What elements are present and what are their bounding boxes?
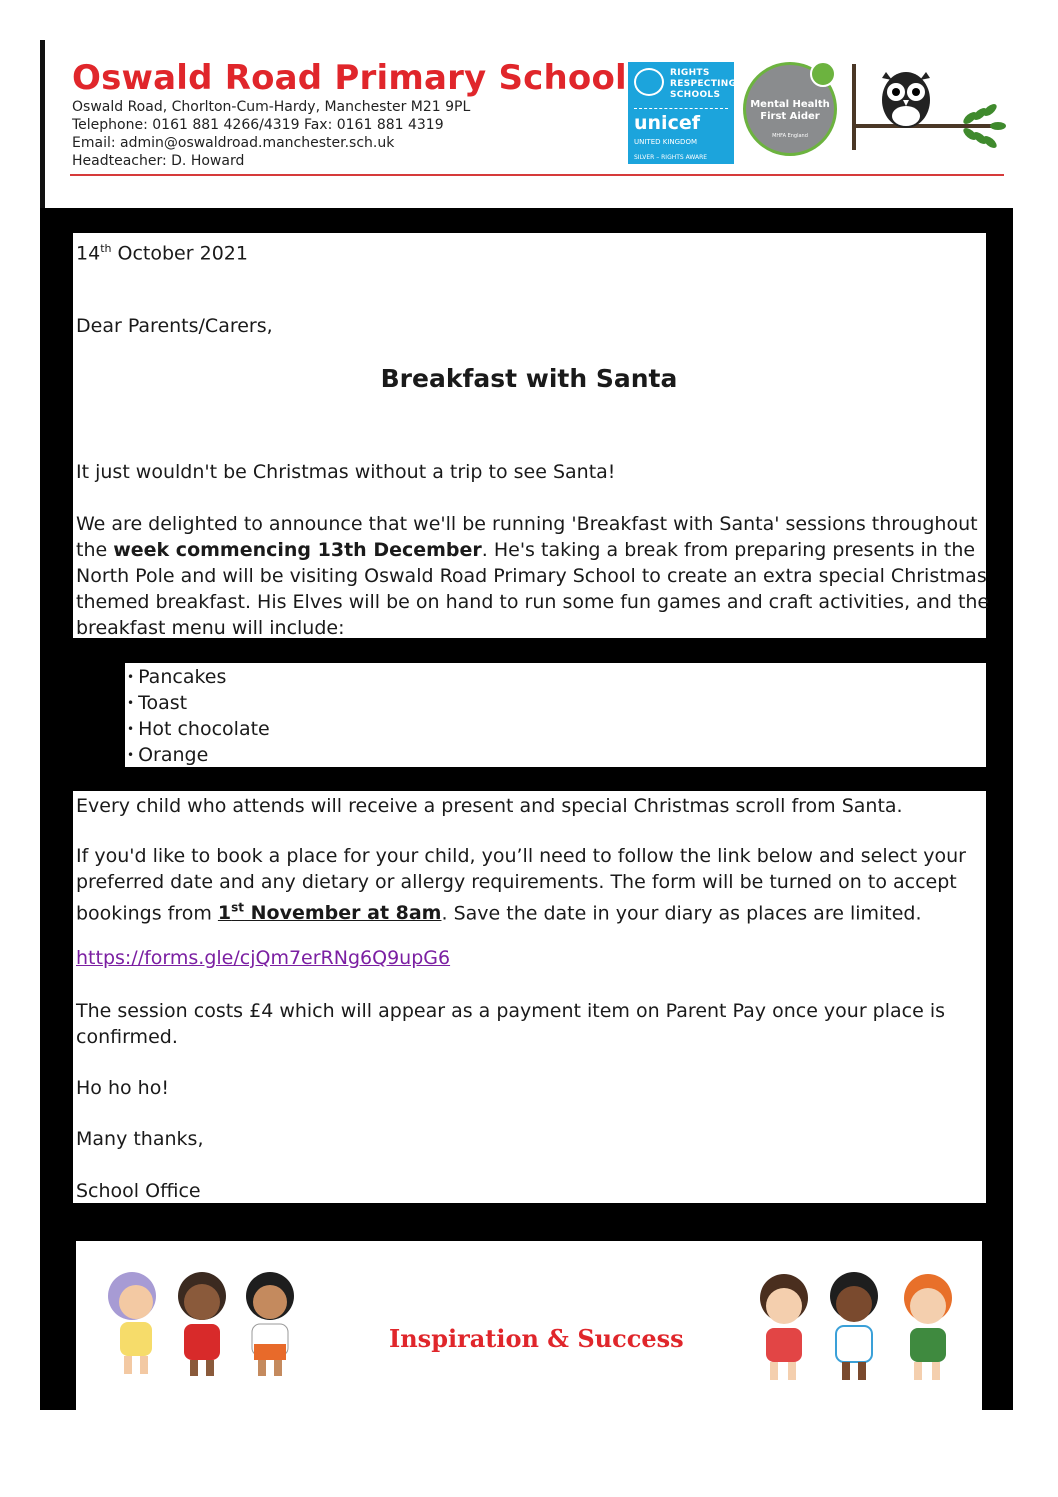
school-name: Oswald Road Primary School [72,58,627,98]
unicef-wordmark: unicef [634,112,700,134]
unicef-country: UNITED KINGDOM [634,138,697,146]
paragraph-cost-line1: The session costs £4 which will appear as a payment item on Parent Pay once your place is [76,1000,946,1022]
rrs-line1: RIGHTS [670,68,710,78]
rrs-line2: RESPECTING [670,79,737,89]
paragraph-present: Every child who attends will receive a present and special Christmas scroll from Santa. [76,795,903,817]
rrs-level: SILVER – RIGHTS AWARE [634,154,708,161]
paragraph-cost-line2: confirmed. [76,1026,178,1048]
mhfa-line2: First Aider [760,111,820,122]
children-group-left-icon [96,1266,312,1384]
paragraph-announcement-line3: North Pole and will be visiting Oswald Road Primary School to create an extra special Christmas [76,565,987,587]
list-item: • Toast [127,690,270,716]
paragraph-ho-ho-ho: Ho ho ho! [76,1077,169,1099]
mhfa-line1: Mental Health [750,99,830,110]
list-item: • Pancakes [127,664,270,690]
letter-date: 14th October 2021 [76,242,248,265]
mhfa-leaf-icon [810,61,836,87]
paragraph-booking-line2: preferred date and any dietary or allergy requirements. The form will be turned on to accept [76,871,957,893]
rrs-divider [634,108,728,109]
paragraph-announcement-line4: themed breakfast. His Elves will be on hand to run some fun games and craft activities, and the [76,591,990,613]
unicef-globe-icon [634,68,664,96]
mhfa-org: MHFA England [772,133,808,139]
paragraph-announcement-line2: the week commencing 13th December. He's taking a break from preparing presents in the [76,539,976,561]
paragraph-announcement-line5: breakfast menu will include: [76,617,345,639]
list-item: • Hot chocolate [127,716,270,742]
signature: School Office [76,1180,201,1202]
school-telephone: Telephone: 0161 881 4266/4319 Fax: 0161 881 4319 [72,117,444,133]
breakfast-menu-list [127,664,270,768]
list-item: • Orange [127,742,270,768]
salutation: Dear Parents/Carers, [76,315,273,337]
rights-respecting-schools-logo [628,62,737,164]
mental-health-first-aider-logo [743,62,837,156]
owl-on-branch-icon [852,64,1008,154]
school-headteacher: Headteacher: D. Howard [72,153,245,169]
children-group-right-icon [746,1266,968,1388]
rrs-line3: SCHOOLS [670,90,721,100]
school-motto: Inspiration & Success [389,1324,684,1353]
header-divider [70,174,1004,176]
sign-off: Many thanks, [76,1128,204,1150]
paragraph-booking-line1: If you'd like to book a place for your child, you’ll need to follow the link below and select your [76,845,966,867]
booking-form-link[interactable]: https://forms.gle/cjQm7erRNg6Q9upG6 [76,947,451,969]
school-address: Oswald Road, Chorlton-Cum-Hardy, Manchester M21 9PL [72,99,471,115]
header-left-rule [40,40,45,208]
paragraph-booking-line3: bookings from 1st November at 8am. Save the date in your diary as places are limited. [76,901,922,925]
letter-title: Breakfast with Santa [380,364,678,393]
paragraph-intro: It just wouldn't be Christmas without a trip to see Santa! [76,461,616,483]
paragraph-announcement-line1: We are delighted to announce that we'll be running 'Breakfast with Santa' sessions throughout [76,513,978,535]
school-email: Email: admin@oswaldroad.manchester.sch.uk [72,135,395,151]
